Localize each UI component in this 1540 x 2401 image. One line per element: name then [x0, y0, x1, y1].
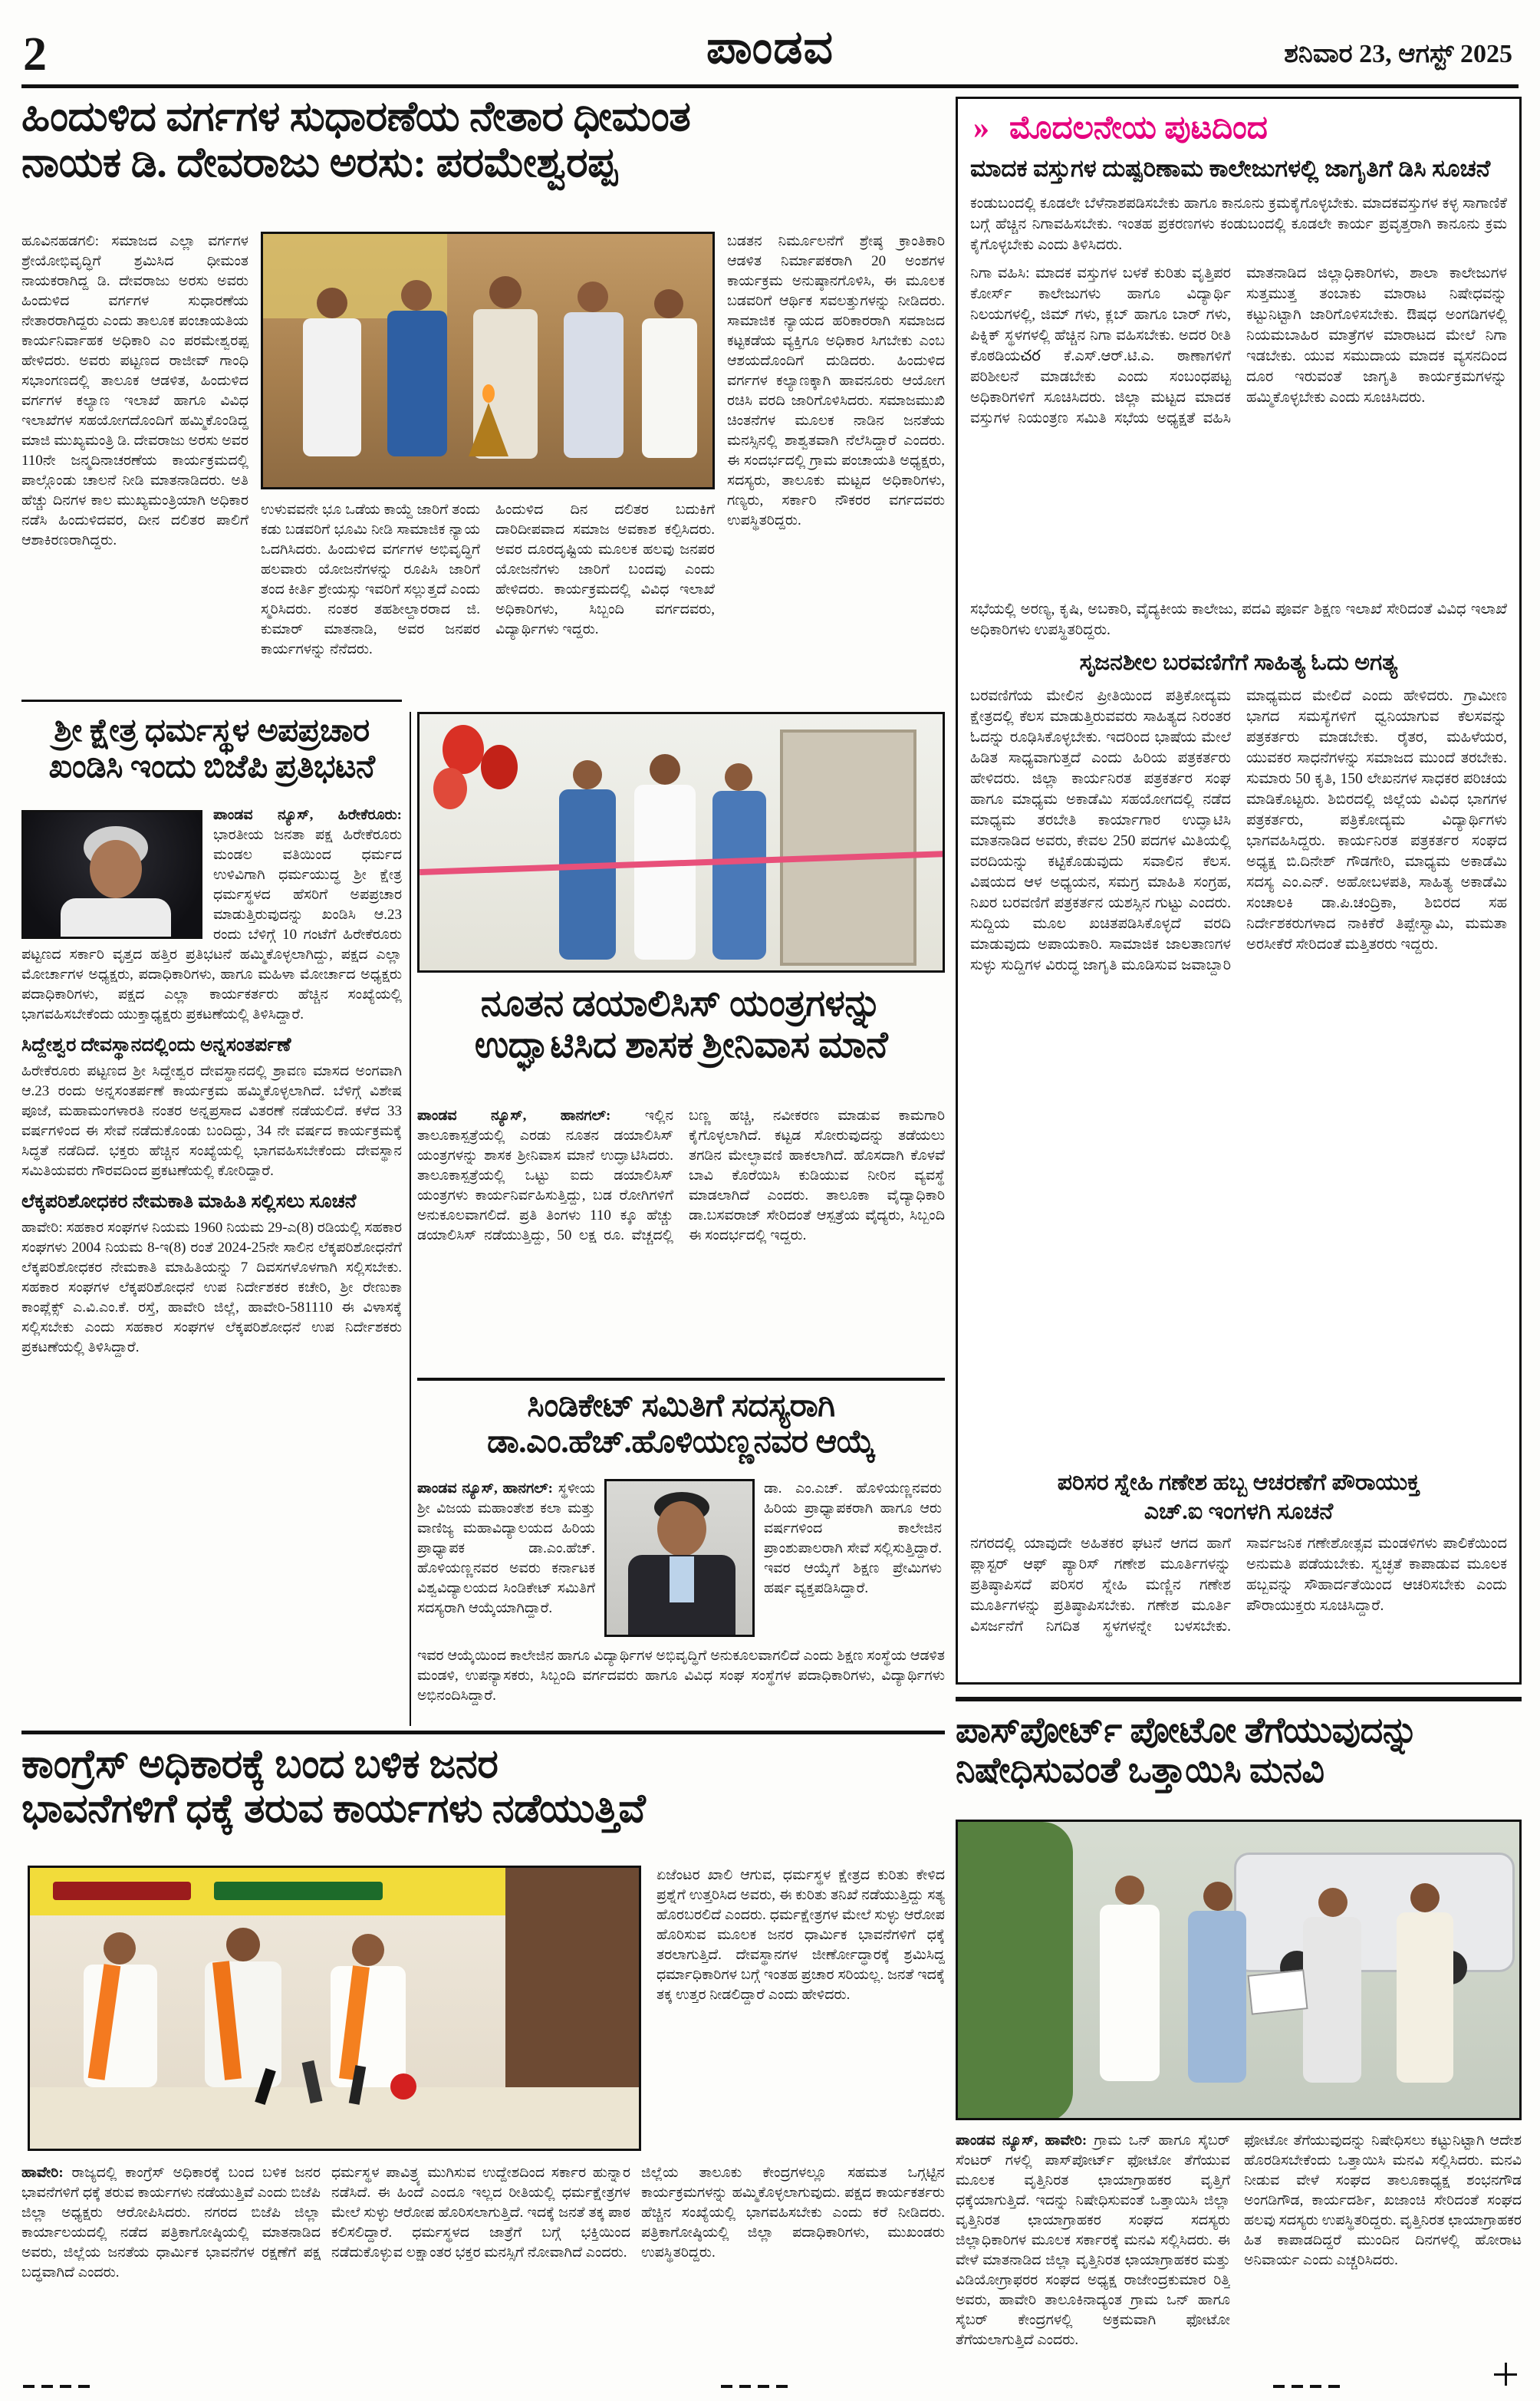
- portrait-shirt: [670, 1556, 694, 1602]
- photo-portrait-leader: [21, 810, 202, 939]
- article1-headline-line2: ನಾಯಕ ಡಿ. ದೇವರಾಜು ಅರಸು: ಪರಮೇಶ್ವರಪ್ಪ: [21, 140, 617, 186]
- photo-bjp-press-conference: [28, 1866, 641, 2151]
- article-divider-rule: [21, 700, 402, 702]
- continuation-lead: ಕಂಡುಬಂದಲ್ಲಿ ಕೂಡಲೇ ಬೆಳೆನಾಶಪಡಿಸಬೇಕು ಹಾಗೂ ಕಾನೂನು ಕ್ರಮಕೈಗೊಳ್ಳಬೇಕು. ಮಾದಕವಸ್ತುಗಳ ಕಳ್ಳ ಸಾಗಾಣಿಕೆ ಬಗ್ಗೆ ಹೆಚ್ಚಿನ ನಿಗಾವಹಿಸಬೇಕು. ಇಂತಹ ಪ್ರಕರಣಗಳು ಕಂಡುಬಂದಲ್ಲಿ ಕೂಡಲೇ ಕಾರ್ಯ ಪ್ರವೃತ್ತರಾಗಿ ಕಾನೂನು ಕ್ರಮ ಕೈಗೊಳ್ಳಬೇಕು ಎಂದು ತಿಳಿಸಿದರು.: [970, 195, 1507, 253]
- article2-byline: ಪಾಂಡವ ನ್ಯೂಸ್, ಹಿರೇಕೆರೂರು:: [213, 807, 402, 823]
- person-head: [650, 754, 680, 785]
- foliage: [958, 1822, 1073, 2120]
- person-saree-blue: [559, 789, 616, 960]
- ceremonial-lamp: [469, 403, 508, 456]
- article3-body: [417, 1106, 945, 1371]
- red-balloon: [481, 745, 518, 789]
- column-divider: [410, 712, 411, 1726]
- section-rule: [956, 1697, 1522, 1701]
- white-vehicle: [1234, 1853, 1515, 1972]
- portrait-head: [90, 840, 142, 898]
- person-head: [317, 288, 347, 318]
- crop-marks-center: [721, 2378, 795, 2392]
- article6-headline-line1: ಪಾಸ್‌ಪೋರ್ಟ್ ಪೋಟೋ ತೆಗೆಯುವುದನ್ನು: [956, 1711, 1418, 1750]
- article3-body-text: ಇಲ್ಲಿನ ತಾಲೂಕಾಸ್ಪತ್ರೆಯಲ್ಲಿ ಎರಡು ನೂತನ ಡಯಾಲಿಸಿಸ್ ಯಂತ್ರಗಳನ್ನು ಶಾಸಕ ಶ್ರೀನಿವಾಸ ಮಾನೆ ಉದ್ಘಾಟಿಸಿದರು. ತಾಲೂಕಾಸ್ಪತ್ರೆಯಲ್ಲಿ ಒಟ್ಟು ಐದು ಡಯಾಲಿಸಿಸ್ ಯಂತ್ರಗಳು ಕಾರ್ಯನಿರ್ವಹಿಸುತ್ತಿದ್ದು, ಬಡ ರೋಗಿಗಳಿಗೆ ಅನುಕೂಲವಾಗಲಿದೆ. ಪ್ರತಿ ತಿಂಗಳು 110 ಕ್ಕೂ ಹೆಚ್ಚು ಡಯಾಲಿಸಿಸ್ ನಡೆಯುತ್ತಿದ್ದು, 50 ಲಕ್ಷ ರೂ. ವೆಚ್ಚದಲ್ಲಿ ಬಣ್ಣ ಹಚ್ಚಿ, ನವೀಕರಣ ಮಾಡುವ ಕಾಮಗಾರಿ ಕೈಗೊಳ್ಳಲಾಗಿದೆ. ಕಟ್ಟಡ ಸೋರುವುದನ್ನು ತಡೆಯಲು ತಗಡಿನ ಮೇಲ್ಛಾವಣಿ ಹಾಕಲಾಗಿದೆ. ಹೊಸದಾಗಿ ಕೊಳವೆ ಬಾವಿ ಕೊರೆಯಿಸಿ ಕುಡಿಯುವ ನೀರಿನ ವ್ಯವಸ್ಥೆ ಮಾಡಲಾಗಿದೆ ಎಂದರು. ತಾಲೂಕಾ ವೈದ್ಯಾಧಿಕಾರಿ ಡಾ.ಬಸವರಾಜ್ ಸೇರಿದಂತೆ ಆಸ್ಪತ್ರೆಯ ವೈದ್ಯರು, ಸಿಬ್ಬಂದಿ ಈ ಸಂದರ್ಭದಲ್ಲಿ ಇದ್ದರು.: [417, 1108, 945, 1243]
- continuation-subhead-2: ಸೃಜನಶೀಲ ಬರವಣಿಗೆಗೆ ಸಾಹಿತ್ಯ ಓದು ಅಗತ್ಯ: [1079, 649, 1398, 675]
- continuation-para-3: ಸಭೆಯಲ್ಲಿ ಅರಣ್ಯ, ಕೃಷಿ, ಅಬಕಾರಿ, ವೈದ್ಯಕೀಯ ಕಾಲೇಜು, ಪದವಿ ಪೂರ್ವ ಶಿಕ್ಷಣ ಇಲಾಖೆ ಸೇರಿದಂತೆ ವಿವಿಧ ಇಲಾಖೆ ಅಧಿಕಾರಿಗಳು ಉಪಸ್ಥಿತರಿದ್ದರು.: [970, 601, 1507, 638]
- article4-byline: ಪಾಂಡವ ನ್ಯೂಸ್, ಹಾನಗಲ್:: [417, 1480, 554, 1497]
- person-head: [226, 1928, 260, 1961]
- person-head: [104, 1932, 136, 1965]
- banner-text-blob: [214, 1882, 383, 1900]
- article3-headline: [417, 983, 945, 1066]
- memorandum-paper: [1247, 1969, 1308, 2014]
- article6-headline-line2: ನಿಷೇಧಿಸುವಂತೆ ಒತ್ತಾಯಿಸಿ ಮನವಿ: [956, 1750, 1324, 1790]
- person-head: [1203, 1882, 1232, 1911]
- article1-headline-line1: ಹಿಂದುಳಿದ ವರ್ಗಗಳ ಸುಧಾರಣೆಯ ನೇತಾರ ಧೀಮಂತ: [21, 94, 691, 140]
- article4-headline-line2: ಡಾ.ಎಂ.ಹೆಚ್.ಹೊಳಿಯಣ್ಣನವರ ಆಯ್ಕೆ: [487, 1424, 875, 1461]
- table-cloth: [30, 2087, 641, 2151]
- article4-right-col: ಡಾ. ಎಂ.ಎಚ್. ಹೊಳಿಯಣ್ಣನವರು ಹಿರಿಯ ಪ್ರಾಧ್ಯಾಪಕರಾಗಿ ಹಾಗೂ ಆರು ವರ್ಷಗಳಿಂದ ಕಾಲೇಜಿನ ಪ್ರಾಂಶುಪಾಲರಾಗಿ ಸೇವೆ ಸಲ್ಲಿಸುತ್ತಿದ್ದಾರೆ. ಇವರ ಆಯ್ಕೆಗೆ ಶಿಕ್ಷಣ ಪ್ರೇಮಿಗಳು ಹರ್ಷ ವ್ಯಕ್ತಪಡಿಸಿದ್ದಾರೆ.: [764, 1480, 942, 1596]
- article2-headline: [21, 713, 402, 786]
- article3-headline-line2: ಉದ್ಘಾಟಿಸಿದ ಶಾಸಕ ಶ್ರೀನಿವಾಸ ಮಾನೆ: [474, 1024, 888, 1065]
- mini-article1-headline: ಸಿದ್ದೇಶ್ವರ ದೇವಸ್ಥಾನದಲ್ಲಿಂದು ಅನ್ನಸಂತರ್ಪಣೆ: [21, 1035, 291, 1056]
- article5-col1: [21, 2163, 321, 2369]
- person-shirt-white: [634, 785, 696, 960]
- article6-headline: [956, 1711, 1522, 1790]
- article5-col2: ಧರ್ಮಸ್ಥಳ ಪಾವಿತ್ರ್ಯ ಮುಗಿಸುವ ಉದ್ದೇಶದಿಂದ ಸರ್ಕಾರ ಹುನ್ನಾರ ನಡೆಸಿದೆ. ಈ ಹಿಂದೆ ಎಂದೂ ಇಲ್ಲದ ರೀತಿಯಲ್ಲಿ ಧರ್ಮಕ್ಷೇತ್ರಗಳ ಮೇಲೆ ಸುಳ್ಳು ಆರೋಪ ಹೊರಿಸಲಾಗುತ್ತಿದೆ. ಇದಕ್ಕೆ ಜನತೆ ತಕ್ಕ ಪಾಠ ಕಲಿಸಲಿದ್ದಾರೆ. ಧರ್ಮಸ್ಥಳದ ಜಾತ್ರೆಗೆ ಬಗ್ಗೆ ಭಕ್ತಿಯಿಂದ ನಡೆದುಕೊಳ್ಳುವ ಲಕ್ಷಾಂತರ ಭಕ್ತರ ಮನಸ್ಸಿಗೆ ನೋವಾಗಿದೆ ಎಂದರು.: [331, 2165, 630, 2261]
- article1-headline: [21, 94, 949, 186]
- person-shirt: [1397, 1912, 1453, 2083]
- article4-left-col: [417, 1479, 595, 1640]
- article3-headline-line1: ನೂತನ ಡಯಾಲಿಸಿಸ್ ಯಂತ್ರಗಳನ್ನು: [480, 983, 882, 1024]
- mini-article2-body: ಹಾವೇರಿ: ಸಹಕಾರ ಸಂಘಗಳ ನಿಯಮ 1960 ನಿಯಮ 29-ಎ(8) ರಡಿಯಲ್ಲಿ ಸಹಕಾರ ಸಂಘಗಳು 2004 ನಿಯಮ 8-ಇ(8) ರಂತೆ 2024-25ನೇ ಸಾಲಿನ ಲೆಕ್ಕಪರಿಶೋಧನೆಗೆ ಲೆಕ್ಕಪರಿಶೋಧಕರ ನೇಮಕಾತಿ ಮಾಹಿತಿಯನ್ನು 7 ದಿವಸಗಳೊಳಗಾಗಿ ಸಲ್ಲಿಸಬೇಕು. ಸಹಕಾರ ಸಂಘಗಳ ಲೆಕ್ಕಪರಿಶೋಧನೆ ಉಪ ನಿರ್ದೇಶಕರ ಕಚೇರಿ, ಶ್ರೀ ರೇಣುಕಾ ಕಾಂಪ್ಲೆಕ್ಸ್ ಎ.ವಿ.ಎಂ.ಕೆ. ರಸ್ತೆ, ಹಾವೇರಿ ಜಿಲ್ಲೆ, ಹಾವೇರಿ-581110 ಈ ವಿಳಾಸಕ್ಕೆ ಸಲ್ಲಿಸಬೇಕು ಎಂದು ಸಹಕಾರ ಸಂಘಗಳ ಲೆಕ್ಕಪರಿಶೋಧನೆ ಉಪ ನಿರ್ದೇಶಕರು ಪ್ರಕಟಣೆಯಲ್ಲಿ ತಿಳಿಸಿದ್ದಾರೆ.: [21, 1220, 402, 1355]
- article6-col2: ಫೋಟೋ ತೆಗೆಯುವುದನ್ನು ನಿಷೇಧಿಸಲು ಕಟ್ಟುನಿಟ್ಟಾಗಿ ಆದೇಶ ಹೊರಡಿಸಬೇಕೆಂದು ಒತ್ತಾಯಿಸಿ ಮನವಿ ಸಲ್ಲಿಸಿದರು. ಮನವಿ ನೀಡುವ ವೇಳೆ ಸಂಘದ ತಾಲೂಕಾಧ್ಯಕ್ಷ ಶಂಭನಗೌಡ ಅಂಗಡಿಗೌಡ, ಕಾರ್ಯದರ್ಶಿ, ಖಜಾಂಚಿ ಸೇರಿದಂತೆ ಸಂಘದ ಹಲವು ಸದಸ್ಯರು ಉಪಸ್ಥಿತರಿದ್ದರು. ವೃತ್ತಿನಿರತ ಛಾಯಾಗ್ರಾಹಕರ ಹಿತ ಕಾಪಾಡದಿದ್ದರೆ ಮುಂದಿನ ದಿನಗಳಲ್ಲಿ ಹೋರಾಟ ಅನಿವಾರ್ಯ ಎಂದು ಎಚ್ಚರಿಸಿದರು.: [1244, 2133, 1522, 2268]
- article4-left-text: ಸ್ಥಳೀಯ ಶ್ರೀ ವಿಜಯ ಮಹಾಂತೇಶ ಕಲಾ ಮತ್ತು ವಾಣಿಜ್ಯ ಮಹಾವಿದ್ಯಾಲಯದ ಹಿರಿಯ ಪ್ರಾಧ್ಯಾಪಕ ಡಾ.ಎಂ.ಹೆಚ್. ಹೊಳಿಯಣ್ಣನವರ ಅವರು ಕರ್ನಾಟಕ ವಿಶ್ವವಿದ್ಯಾಲಯದ ಸಿಂಡಿಕೇಟ್ ಸಮಿತಿಗೆ ಸದಸ್ಯರಾಗಿ ಆಯ್ಕೆಯಾಗಿದ್ದಾರೆ.: [417, 1480, 595, 1616]
- portrait-head: [657, 1501, 706, 1556]
- continuation-subhead-1: ಮಾದಕ ವಸ್ತುಗಳ ದುಷ್ಪರಿಣಾಮ ಕಾಲೇಜುಗಳಲ್ಲಿ ಜಾಗೃತಿಗೆ ಡಿಸಿ ಸೂಚನೆ: [970, 155, 1491, 182]
- person-head: [352, 1934, 384, 1966]
- red-balloon: [433, 768, 467, 809]
- article5-side-col: ಏಜೆಂಟರ ಖಾಲಿ ಆಗುವ, ಧರ್ಮಸ್ಥಳ ಕ್ಷೇತ್ರದ ಕುರಿತು ಕೇಳಿದ ಪ್ರಶ್ನೆಗೆ ಉತ್ತರಿಸಿದ ಅವರು, ಈ ಕುರಿತು ತನಿಖೆ ನಡೆಯುತ್ತಿದ್ದು ಸತ್ಯ ಹೊರಬರಲಿದೆ ಎಂದರು. ಧರ್ಮಕ್ಷೇತ್ರಗಳ ಮೇಲೆ ಸುಳ್ಳು ಆರೋಪ ಹೊರಿಸುವ ಮೂಲಕ ಜನರ ಧಾರ್ಮಿಕ ಭಾವನೆಗಳಿಗೆ ಧಕ್ಕೆ ತರಲಾಗುತ್ತಿದೆ. ದೇವಸ್ಥಾನಗಳ ಜೀರ್ಣೋದ್ಧಾರಕ್ಕೆ ಶ್ರಮಿಸಿದ್ದ ಧರ್ಮಾಧಿಕಾರಿಗಳ ಬಗ್ಗೆ ಇಂತಹ ಪ್ರಚಾರ ಸರಿಯಲ್ಲ. ಜನತೆ ಇದಕ್ಕೆ ತಕ್ಕ ಉತ್ತರ ನೀಡಲಿದ್ದಾರೆ ಎಂದು ಹೇಳಿದರು.: [656, 1867, 945, 2003]
- mini-article1-body: ಹಿರೇಕೆರೂರು ಪಟ್ಟಣದ ಶ್ರೀ ಸಿದ್ದೇಶ್ವರ ದೇವಸ್ಥಾನದಲ್ಲಿ ಶ್ರಾವಣ ಮಾಸದ ಅಂಗವಾಗಿ ಆ.23 ರಂದು ಅನ್ನಸಂತರ್ಪಣೆ ಕಾರ್ಯಕ್ರಮ ಹಮ್ಮಿಕೊಳ್ಳಲಾಗಿದೆ. ಬೆಳಿಗ್ಗೆ ವಿಶೇಷ ಪೂಜೆ, ಮಹಾಮಂಗಳಾರತಿ ನಂತರ ಅನ್ನಪ್ರಸಾದ ವಿತರಣೆ ನಡೆಯಲಿದೆ. ಕಳೆದ 33 ವರ್ಷಗಳಿಂದ ಈ ಸೇವೆ ನಡೆದುಕೊಂಡು ಬಂದಿದ್ದು, 34 ನೇ ವರ್ಷದ ಕಾರ್ಯಕ್ರಮಕ್ಕೆ ಸಿದ್ಧತೆ ನಡೆದಿದೆ. ಭಕ್ತರು ಹೆಚ್ಚಿನ ಸಂಖ್ಯೆಯಲ್ಲಿ ಭಾಗವಹಿಸಬೇಕೆಂದು ದೇವಸ್ಥಾನ ಸಮಿತಿಯವರು ಗೌರವದಿಂದ ಪ್ರಕಟಣೆಯಲ್ಲಿ ಕೋರಿದ್ದಾರೆ.: [21, 1063, 402, 1179]
- article4-headline-line1: ಸಿಂಡಿಕೇಟ್ ಸಮಿತಿಗೆ ಸದಸ್ಯರಾಗಿ: [527, 1388, 835, 1424]
- article4-bottom: ಇವರ ಆಯ್ಕೆಯಿಂದ ಕಾಲೇಜಿನ ಹಾಗೂ ವಿದ್ಯಾರ್ಥಿಗಳ ಅಭಿವೃದ್ಧಿಗೆ ಅನುಕೂಲವಾಗಲಿದೆ ಎಂದು ಶಿಕ್ಷಣ ಸಂಸ್ಥೆಯ ಆಡಳಿತ ಮಂಡಳಿ, ಉಪನ್ಯಾಸಕರು, ಸಿಬ್ಬಂದಿ ವರ್ಗದವರು ಹಾಗೂ ವಿವಿಧ ಸಂಘ ಸಂಸ್ಥೆಗಳ ಪದಾಧಿಕಾರಿಗಳು, ವಿದ್ಯಾರ್ಥಿಗಳು ಅಭಿನಂದಿಸಿದ್ದಾರೆ.: [417, 1648, 945, 1704]
- photo-memorandum-handover: [956, 1820, 1522, 2120]
- article1-col2: ಉಳುವವನೇ ಭೂ ಒಡೆಯ ಕಾಯ್ದೆ ಜಾರಿಗೆ ತಂದು ಕಡು ಬಡವರಿಗೆ ಭೂಮಿ ನೀಡಿ ಸಾಮಾಜಿಕ ನ್ಯಾಯ ಒದಗಿಸಿದರು. ಹಿಂದುಳಿದ ವರ್ಗಗಳ ಅಭಿವೃದ್ಧಿಗೆ ಹಲವಾರು ಯೋಜನೆಗಳನ್ನು ರೂಪಿಸಿ ಜಾರಿಗೆ ತಂದ ಕೀರ್ತಿ ಶ್ರೇಯಸ್ಸು ಇವರಿಗೆ ಸಲ್ಲುತ್ತದೆ ಎಂದು ಸ್ಮರಿಸಿದರು. ನಂತರ ತಹಶೀಲ್ದಾರರಾದ ಜಿ. ಕುಮಾರ್ ಮಾತನಾಡಿ, ಅವರ ಜನಪರ ಕಾರ್ಯಗಳನ್ನು ನೆನೆದರು.: [261, 502, 480, 657]
- article5-headline-line1: ಕಾಂಗ್ರೆಸ್ ಅಧಿಕಾರಕ್ಕೆ ಬಂದ ಬಳಿಕ ಜನರ: [21, 1743, 499, 1787]
- article4-headline: [417, 1388, 945, 1461]
- person-head: [489, 276, 522, 308]
- doorway: [780, 730, 916, 966]
- article1-col4: ಬಡತನ ನಿರ್ಮೂಲನೆಗೆ ಶ್ರೇಷ್ಠ ಕ್ರಾಂತಿಕಾರಿ ಆಡಳಿತ ನಿರ್ಮಾಪಕರಾಗಿ 20 ಅಂಶಗಳ ಕಾರ್ಯಕ್ರಮ ಅನುಷ್ಠಾನಗೊಳಿಸಿ, ಈ ಮೂಲಕ ಬಡವರಿಗೆ ಆರ್ಥಿಕ ಸವಲತ್ತುಗಳನ್ನು ನೀಡಿದರು. ಸಾಮಾಜಿಕ ನ್ಯಾಯದ ಹರಿಕಾರರಾಗಿ ಸಮಾಜದ ಕಟ್ಟಕಡೆಯ ವ್ಯಕ್ತಿಗೂ ಅಧಿಕಾರ ಸಿಗಬೇಕು ಎಂಬ ಆಶಯದೊಂದಿಗೆ ದುಡಿದರು. ಹಿಂದುಳಿದ ವರ್ಗಗಳ ಕಲ್ಯಾಣಕ್ಕಾಗಿ ಹಾವನೂರು ಆಯೋಗ ರಚಿಸಿ ವರದಿ ಜಾರಿಗೊಳಿಸಿದರು. ಸಮಾಜಮುಖಿ ಚಿಂತನೆಗಳ ಮೂಲಕ ನಾಡಿನ ಜನತೆಯ ಮನಸ್ಸಿನಲ್ಲಿ ಶಾಶ್ವತವಾಗಿ ನೆಲೆಸಿದ್ದಾರೆ ಎಂದರು. ಈ ಸಂದರ್ಭದಲ್ಲಿ ಗ್ರಾಮ ಪಂಚಾಯತಿ ಅಧ್ಯಕ್ಷರು, ಸದಸ್ಯರು, ತಾಲೂಕು ಮಟ್ಟದ ಅಧಿಕಾರಿಗಳು, ಗಣ್ಯರು, ಸರ್ಕಾರಿ ನೌಕರರ ವರ್ಗದವರು ಉಪಸ್ಥಿತರಿದ್ದರು.: [727, 233, 945, 529]
- person-torso: [642, 318, 697, 458]
- person-head: [1318, 1888, 1348, 1917]
- article5-col1-text: ರಾಜ್ಯದಲ್ಲಿ ಕಾಂಗ್ರೆಸ್ ಅಧಿಕಾರಕ್ಕೆ ಬಂದ ಬಳಿಕ ಜನರ ಭಾವನೆಗಳಿಗೆ ಧಕ್ಕೆ ತರುವ ಕಾರ್ಯಗಳು ನಡೆಯುತ್ತಿವೆ ಎಂದು ಬಿಜೆಪಿ ಜಿಲ್ಲಾ ಅಧ್ಯಕ್ಷರು ಆರೋಪಿಸಿದರು. ನಗರದ ಬಿಜೆಪಿ ಜಿಲ್ಲಾ ಕಾರ್ಯಾಲಯದಲ್ಲಿ ನಡೆದ ಪತ್ರಿಕಾಗೋಷ್ಠಿಯಲ್ಲಿ ಮಾತನಾಡಿದ ಅವರು, ಜಿಲ್ಲೆಯ ಜನತೆಯ ಧಾರ್ಮಿಕ ಭಾವನೆಗಳ ರಕ್ಷಣೆಗೆ ಪಕ್ಷ ಬದ್ಧವಾಗಿದೆ ಎಂದರು.: [21, 2165, 321, 2281]
- article1-col1: ಹೂವಿನಹಡಗಲಿ: ಸಮಾಜದ ಎಲ್ಲಾ ವರ್ಗಗಳ ಶ್ರೇಯೋಭಿವೃದ್ಧಿಗೆ ಶ್ರಮಿಸಿದ ಧೀಮಂತ ನಾಯಕರಾಗಿದ್ದ ಡಿ. ದೇವರಾಜು ಅರಸು ಅವರು ಹಿಂದುಳಿದ ವರ್ಗಗಳ ಸುಧಾರಣೆಯ ನೇತಾರರಾಗಿದ್ದರು ಎಂದು ತಾಲೂಕ ಪಂಚಾಯತಿಯ ಕಾರ್ಯನಿರ್ವಾಹಕ ಅಧಿಕಾರಿ ಎಂ ಪರಮೇಶ್ವರಪ್ಪ ಹೇಳಿದರು. ಅವರು ಪಟ್ಟಣದ ರಾಜೀವ್ ಗಾಂಧಿ ಸಭಾಂಗಣದಲ್ಲಿ ತಾಲೂಕ ಆಡಳಿತ, ಹಿಂದುಳಿದ ವರ್ಗಗಳ ಕಲ್ಯಾಣ ಇಲಾಖೆ ಹಾಗೂ ವಿವಿಧ ಇಲಾಖೆಗಳ ಸಹಯೋಗದೊಂದಿಗೆ ಹಮ್ಮಿಕೊಂಡಿದ್ದ ಮಾಜಿ ಮುಖ್ಯಮಂತ್ರಿ ಡಿ. ದೇವರಾಜು ಅರಸು ಅವರ 110ನೇ ಜನ್ಮದಿನಾಚರಣೆಯ ಕಾರ್ಯಕ್ರಮದಲ್ಲಿ ಪಾಲ್ಗೊಂಡು ಚಾಲನೆ ನೀಡಿ ಮಾತನಾಡಿದರು. ಅತಿ ಹೆಚ್ಚು ದಿನಗಳ ಕಾಲ ಮುಖ್ಯಮಂತ್ರಿಯಾಗಿ ಅಧಿಕಾರ ನಡೆಸಿ ಹಿಂದುಳಿದವರ, ದೀನ ದಲಿತರ ಪಾಲಿಗೆ ಆಶಾಕಿರಣರಾಗಿದ್ದರು.: [21, 233, 248, 548]
- article5-headline-line2: ಭಾವನೆಗಳಿಗೆ ಧಕ್ಕೆ ತರುವ ಕಾರ್ಯಗಳು ನಡೆಯುತ್ತಿವೆ: [21, 1787, 646, 1832]
- continuation-kicker-label: ಮೊದಲನೇಯ ಪುಟದಿಂದ: [1009, 110, 1268, 146]
- person-torso: [303, 318, 361, 456]
- person-head: [573, 760, 602, 789]
- microphone-red-tv9: [390, 2073, 416, 2100]
- person-head: [578, 282, 608, 312]
- continuation-block-2: ಬರವಣಿಗೆಯ ಮೇಲಿನ ಪ್ರೀತಿಯಿಂದ ಪತ್ರಿಕೋದ್ಯಮ ಕ್ಷೇತ್ರದಲ್ಲಿ ಕೆಲಸ ಮಾಡುತ್ತಿರುವವರು ಸಾಹಿತ್ಯದ ನಿರಂತರ ಓದನ್ನು ರೂಢಿಸಿಕೊಳ್ಳಬೇಕು. ಇದರಿಂದ ಭಾಷೆಯ ಮೇಲೆ ಹಿಡಿತ ಸಾಧ್ಯವಾಗುತ್ತದೆ ಎಂದು ಹಿರಿಯ ಪತ್ರಕರ್ತರು ಹೇಳಿದರು. ಜಿಲ್ಲಾ ಕಾರ್ಯನಿರತ ಪತ್ರಕರ್ತರ ಸಂಘ ಹಾಗೂ ಮಾಧ್ಯಮ ಅಕಾಡೆಮಿ ಸಹಯೋಗದಲ್ಲಿ ನಡೆದ ಮಾಧ್ಯಮ ತರಬೇತಿ ಕಾರ್ಯಾಗಾರ ಉದ್ಘಾಟಿಸಿ ಮಾತನಾಡಿದ ಅವರು, ಕೇವಲ 250 ಪದಗಳ ಮಿತಿಯಲ್ಲಿ ವರದಿಯನ್ನು ಕಟ್ಟಿಕೊಡುವುದು ಸವಾಲಿನ ಕೆಲಸ. ವಿಷಯದ ಆಳ ಅಧ್ಯಯನ, ಸಮಗ್ರ ಮಾಹಿತಿ ಸಂಗ್ರಹ, ನಿಖರ ಬರವಣಿಗೆ ಪತ್ರಕರ್ತನ ಯಶಸ್ಸಿನ ಗುಟ್ಟು ಎಂದರು. ಸುದ್ದಿಯ ಮೂಲ ಖಚಿತಪಡಿಸಿಕೊಳ್ಳದೆ ವರದಿ ಮಾಡುವುದು ಅಪಾಯಕಾರಿ. ಸಾಮಾಜಿಕ ಜಾಲತಾಣಗಳ ಸುಳ್ಳು ಸುದ್ದಿಗಳ ವಿರುದ್ಧ ಜಾಗೃತಿ ಮೂಡಿಸುವ ಜವಾಬ್ದಾರಿ ಮಾಧ್ಯಮದ ಮೇಲಿದೆ ಎಂದು ಹೇಳಿದರು. ಗ್ರಾಮೀಣ ಭಾಗದ ಸಮಸ್ಯೆಗಳಿಗೆ ಧ್ವನಿಯಾಗುವ ಕೆಲಸವನ್ನು ಪತ್ರಕರ್ತರು ಮಾಡಬೇಕು. ರೈತರ, ಮಹಿಳೆಯರ, ಯುವಕರ ಸಾಧನೆಗಳನ್ನು ಸಮಾಜದ ಮುಂದೆ ತರಬೇಕು. ಸುಮಾರು 50 ಕೃತಿ, 150 ಲೇಖನಗಳ ಸಾಧಕರ ಪರಿಚಯ ಮಾಡಿಕೊಟ್ಟರು. ಶಿಬಿರದಲ್ಲಿ ಜಿಲ್ಲೆಯ ವಿವಿಧ ಭಾಗಗಳ ಪತ್ರಕರ್ತರು, ಪತ್ರಿಕೋದ್ಯಮ ವಿದ್ಯಾರ್ಥಿಗಳು ಭಾಗವಹಿಸಿದ್ದರು. ಕಾರ್ಯನಿರತ ಪತ್ರಕರ್ತರ ಸಂಘದ ಅಧ್ಯಕ್ಷ ಬಿ.ದಿನೇಶ್ ಗೌಡಗೇರಿ, ಮಾಧ್ಯಮ ಅಕಾಡೆಮಿ ಸದಸ್ಯ ಎಂ.ಎನ್. ಅಹೋಬಳಪತಿ, ಸಾಹಿತ್ಯ ಅಕಾಡೆಮಿ ಸಂಚಾಲಕಿ ಡಾ.ಪಿ.ಚಂದ್ರಿಕಾ, ಶಿಬಿರದ ಸಹ ನಿರ್ದೇಶಕರುಗಳಾದ ನಾಕಿಕೆರೆ ತಿಪ್ಪೇಸ್ವಾಮಿ, ಮಮತಾ ಅರಸೀಕೆರೆ ಸೇರಿದಂತೆ ಮತ್ತಿತರರು ಇದ್ದರು.: [970, 688, 1507, 974]
- person-shirt: [1100, 1905, 1160, 2081]
- person-shirt: [1303, 1917, 1361, 2083]
- article4-row: [417, 1479, 945, 1640]
- crop-marks-left: [23, 2378, 97, 2392]
- double-chevron-icon: »: [973, 110, 989, 146]
- person-head: [654, 289, 683, 318]
- continuation-block-3: ನಗರದಲ್ಲಿ ಯಾವುದೇ ಅಹಿತಕರ ಘಟನೆ ಆಗದ ಹಾಗೆ ಪ್ಲಾಸ್ಟರ್ ಆಫ್ ಪ್ಯಾರಿಸ್ ಗಣೇಶ ಮೂರ್ತಿಗಳನ್ನು ಪ್ರತಿಷ್ಠಾಪಿಸದೆ ಪರಿಸರ ಸ್ನೇಹಿ ಮಣ್ಣಿನ ಗಣೇಶ ಮೂರ್ತಿಗಳನ್ನು ಪ್ರತಿಷ್ಠಾಪಿಸಬೇಕು. ಗಣೇಶ ಮೂರ್ತಿ ವಿಸರ್ಜನೆಗೆ ನಿಗದಿತ ಸ್ಥಳಗಳನ್ನೇ ಬಳಸಬೇಕು. ಸಾರ್ವಜನಿಕ ಗಣೇಶೋತ್ಸವ ಮಂಡಳಿಗಳು ಪಾಲಿಕೆಯಿಂದ ಅನುಮತಿ ಪಡೆಯಬೇಕು. ಸ್ವಚ್ಛತೆ ಕಾಪಾಡುವ ಮೂಲಕ ಹಬ್ಬವನ್ನು ಸೌಹಾರ್ದತೆಯಿಂದ ಆಚರಿಸಬೇಕು ಎಂದು ಪೌರಾಯುಕ್ತರು ಸೂಚಿಸಿದ್ದಾರೆ.: [970, 1536, 1507, 1635]
- article2-headline-line2: ಖಂಡಿಸಿ ಇಂದು ಬಿಜೆಪಿ ಪ್ರತಿಭಟನೆ: [48, 749, 375, 786]
- article6-byline: ಪಾಂಡವ ನ್ಯೂಸ್, ಹಾವೇರಿ:: [956, 2133, 1088, 2149]
- article1-col3: ಹಿಂದುಳಿದ ದಿನ ದಲಿತರ ಬದುಕಿಗೆ ದಾರಿದೀಪವಾದ ಸಮಾಜ ಅವಕಾಶ ಕಲ್ಪಿಸಿದರು. ಅವರ ದೂರದೃಷ್ಟಿಯ ಮೂಲಕ ಹಲವು ಜನಪರ ಯೋಜನೆಗಳು ಜಾರಿಗೆ ಬಂದವು ಎಂದು ಹೇಳಿದರು. ಕಾರ್ಯಕ್ರಮದಲ್ಲಿ ವಿವಿಧ ಇಲಾಖೆ ಅಧಿಕಾರಿಗಳು, ಸಿಬ್ಬಂದಿ ವರ್ಗದವರು, ವಿದ್ಯಾರ್ಥಿಗಳು ಇದ್ದರು.: [495, 502, 715, 637]
- article2-body-text: ಭಾರತೀಯ ಜನತಾ ಪಕ್ಷ ಹಿರೇಕೆರೂರು ಮಂಡಲ ವತಿಯಿಂದ ಧರ್ಮದ ಉಳಿವಿಗಾಗಿ ಧರ್ಮಯುದ್ಧ ಶ್ರೀ ಕ್ಷೇತ್ರ ಧರ್ಮಸ್ಥಳದ ಹೆಸರಿಗೆ ಅಪಪ್ರಚಾರ ಮಾಡುತ್ತಿರುವುದನ್ನು ಖಂಡಿಸಿ ಆ.23 ರಂದು ಬೆಳಿಗ್ಗೆ 10 ಗಂಟೆಗೆ ಹಿರೇಕೆರೂರು ಪಟ್ಟಣದ ಸರ್ಕಾರಿ ವೃತ್ತದ ಹತ್ತಿರ ಪ್ರತಿಭಟನೆ ಹಮ್ಮಿಕೊಳ್ಳಲಾಗಿದ್ದು, ಪಕ್ಷದ ಎಲ್ಲಾ ಮೋರ್ಚಾಗಳ ಅಧ್ಯಕ್ಷರು, ಪದಾಧಿಕಾರಿಗಳು, ಹಾಗೂ ಮಹಿಳಾ ಮೋರ್ಚಾದ ಅಧ್ಯಕ್ಷರು ಪದಾಧಿಕಾರಿಗಳು, ಪಕ್ಷದ ಎಲ್ಲಾ ಕಾರ್ಯಕರ್ತರು ಹೆಚ್ಚಿನ ಸಂಖ್ಯೆಯಲ್ಲಿ ಭಾಗವಹಿಸಬೇಕೆಂದು ಯುಕ್ತಾಧ್ಯಕ್ಷರು ಪ್ರಕಟಣೆಯಲ್ಲಿ ತಿಳಿಸಿದ್ದಾರೆ.: [21, 827, 402, 1023]
- photo-portrait-professor: [604, 1479, 755, 1637]
- person-head: [401, 280, 432, 311]
- lamp-flame: [482, 384, 495, 403]
- photo-lamp-lighting-event: [261, 232, 715, 489]
- page-number: 2: [23, 28, 47, 81]
- banner-text-blob: [53, 1882, 191, 1900]
- article5-dateline: ಹಾವೇರಿ:: [21, 2165, 64, 2181]
- person-torso: [387, 311, 447, 456]
- person-head: [1115, 1876, 1144, 1905]
- continuation-subhead-3: [970, 1468, 1507, 1526]
- section-rule: [21, 1731, 945, 1734]
- article3-byline: ಪಾಂಡವ ನ್ಯೂಸ್, ಹಾನಗಲ್:: [417, 1108, 611, 1124]
- red-balloon: [443, 725, 484, 774]
- article2-headline-line1: ಶ್ರೀ ಕ್ಷೇತ್ರ ಧರ್ಮಸ್ಥಳ ಅಪಪ್ರಚಾರ: [54, 713, 370, 749]
- article5-headline: [21, 1743, 945, 1832]
- continuation-subhead-3-line1: ಪರಿಸರ ಸ್ನೇಹಿ ಗಣೇಶ ಹಬ್ಬ ಆಚರಣೆಗೆ ಪೌರಾಯುಕ್ತ: [1057, 1470, 1420, 1496]
- person-saree-blue: [712, 791, 766, 960]
- person-shirt: [1188, 1911, 1246, 2083]
- photo-ribbon-cutting-dialysis: [417, 712, 945, 973]
- page-date: ಶನಿವಾರ 23, ಆಗಸ್ಟ್ 2025: [1284, 40, 1512, 68]
- header-rule: [21, 84, 1519, 88]
- article5-col3: ಜಿಲ್ಲೆಯ ತಾಲೂಕು ಕೇಂದ್ರಗಳಲ್ಲೂ ಸಹಮತ ಒಗ್ಗಟ್ಟಿನ ಕಾರ್ಯಕ್ರಮಗಳನ್ನು ಹಮ್ಮಿಕೊಳ್ಳಲಾಗುವುದು. ಪಕ್ಷದ ಕಾರ್ಯಕರ್ತರು ಹೆಚ್ಚಿನ ಸಂಖ್ಯೆಯಲ್ಲಿ ಭಾಗವಹಿಸಬೇಕು ಎಂದು ಕರೆ ನೀಡಿದರು. ಪತ್ರಿಕಾಗೋಷ್ಠಿಯಲ್ಲಿ ಜಿಲ್ಲಾ ಪದಾಧಿಕಾರಿಗಳು, ಮುಖಂಡರು ಉಪಸ್ಥಿತರಿದ್ದರು.: [641, 2165, 945, 2261]
- article2-body: [21, 805, 402, 1726]
- person-head: [1410, 1883, 1440, 1912]
- article6-col1-text: ಗ್ರಾಮ ಒನ್ ಹಾಗೂ ಸೈಬರ್ ಸೆಂಟರ್ ಗಳಲ್ಲಿ ಪಾಸ್‌ಪೋರ್ಟ್ ಫೋಟೋ ತೆಗೆಯುವ ಮೂಲಕ ವೃತ್ತಿನಿರತ ಛಾಯಾಗ್ರಾಹಕರ ವೃತ್ತಿಗೆ ಧಕ್ಕೆಯಾಗುತ್ತಿದೆ. ಇದನ್ನು ನಿಷೇಧಿಸುವಂತೆ ಒತ್ತಾಯಿಸಿ ಜಿಲ್ಲಾ ವೃತ್ತಿನಿರತ ಛಾಯಾಗ್ರಾಹಕರ ಸಂಘದ ಸದಸ್ಯರು ಜಿಲ್ಲಾಧಿಕಾರಿಗಳ ಮೂಲಕ ಸರ್ಕಾರಕ್ಕೆ ಮನವಿ ಸಲ್ಲಿಸಿದರು. ಈ ವೇಳೆ ಮಾತನಾಡಿದ ಜಿಲ್ಲಾ ವೃತ್ತಿನಿರತ ಛಾಯಾಗ್ರಾಹಕರ ಮತ್ತು ವಿಡಿಯೋಗ್ರಾಫರರ ಸಂಘದ ಅಧ್ಯಕ್ಷ ರಾಜೇಂದ್ರಕುಮಾರ ರಿತ್ತಿ ಅವರು, ಹಾವೇರಿ ತಾಲೂಕಿನಾದ್ಯಂತ ಗ್ರಾಮ ಒನ್ ಹಾಗೂ ಸೈಬರ್ ಕೇಂದ್ರಗಳಲ್ಲಿ ಅಕ್ರಮವಾಗಿ ಫೋಟೋ ತೆಗೆಯಲಾಗುತ್ತಿದೆ ಎಂದರು.: [956, 2133, 1230, 2348]
- article-divider-rule: [417, 1378, 945, 1381]
- portrait-shoulders: [61, 898, 171, 939]
- masthead-title: ಪಾಂಡವ: [706, 22, 834, 73]
- person-torso: [564, 312, 624, 458]
- continuation-column-box: [956, 97, 1522, 1685]
- continuation-block-1: ನಿಗಾ ವಹಿಸಿ: ಮಾದಕ ವಸ್ತುಗಳ ಬಳಕೆ ಕುರಿತು ವೃತ್ತಿಪರ ಕೋರ್ಸ್ ಕಾಲೇಜುಗಳು ಹಾಗೂ ವಿದ್ಯಾರ್ಥಿ ನಿಲಯಗಳಲ್ಲಿ, ಜಿಮ್ ಗಳು, ಕ್ಲಬ್ ಹಾಗೂ ಬಾರ್ ಗಳು, ಪಿಕ್ನಿಕ್ ಸ್ಥಳಗಳಲ್ಲಿ ಹೆಚ್ಚಿನ ನಿಗಾ ವಹಿಸಬೇಕು. ಅದರ ರೀತಿ ಕೊಠಡಿಯచర ಕೆ.ಎಸ್.ಆರ್.ಟಿ.ಎ. ಠಾಣಾಗಳಿಗೆ ಪರಿಶೀಲನೆ ಮಾಡಬೇಕು ಎಂದು ಸಂಬಂಧಪಟ್ಟ ಅಧಿಕಾರಿಗಳಿಗೆ ಸೂಚಿಸಿದರು. ಜಿಲ್ಲಾ ಮಟ್ಟದ ಮಾದಕ ವಸ್ತುಗಳ ನಿಯಂತ್ರಣ ಸಮಿತಿ ಸಭೆಯ ಅಧ್ಯಕ್ಷತೆ ವಹಿಸಿ ಮಾತನಾಡಿದ ಜಿಲ್ಲಾಧಿಕಾರಿಗಳು, ಶಾಲಾ ಕಾಲೇಜುಗಳ ಸುತ್ತಮುತ್ತ ತಂಬಾಕು ಮಾರಾಟ ನಿಷೇಧವನ್ನು ಕಟ್ಟುನಿಟ್ಟಾಗಿ ಜಾರಿಗೊಳಿಸಬೇಕು. ಔಷಧ ಅಂಗಡಿಗಳಲ್ಲಿ ನಿಯಮಬಾಹಿರ ಮಾತ್ರೆಗಳ ಮಾರಾಟದ ಮೇಲೆ ನಿಗಾ ಇಡಬೇಕು. ಯುವ ಸಮುದಾಯ ಮಾದಕ ವ್ಯಸನದಿಂದ ದೂರ ಇರುವಂತೆ ಜಾಗೃತಿ ಕಾರ್ಯಕ್ರಮಗಳನ್ನು ಹಮ್ಮಿಕೊಳ್ಳಬೇಕು ಎಂದು ಸೂಚಿಸಿದರು.: [970, 265, 1507, 427]
- registration-cross-icon: [1494, 2363, 1517, 2386]
- continuation-subhead-3-line2: ಎಚ್.ಐ ಇಂಗಳಗಿ ಸೂಚನೆ: [1143, 1498, 1334, 1524]
- mini-article2-headline: ಲೆಕ್ಕಪರಿಶೋಧಕರ ನೇಮಕಾತಿ ಮಾಹಿತಿ ಸಲ್ಲಿಸಲು ಸೂಚನೆ: [21, 1191, 357, 1212]
- article6-col1: [956, 2131, 1230, 2370]
- person-head: [725, 763, 752, 791]
- crop-marks-right: [1273, 2378, 1347, 2392]
- continuation-kicker: [973, 110, 1507, 147]
